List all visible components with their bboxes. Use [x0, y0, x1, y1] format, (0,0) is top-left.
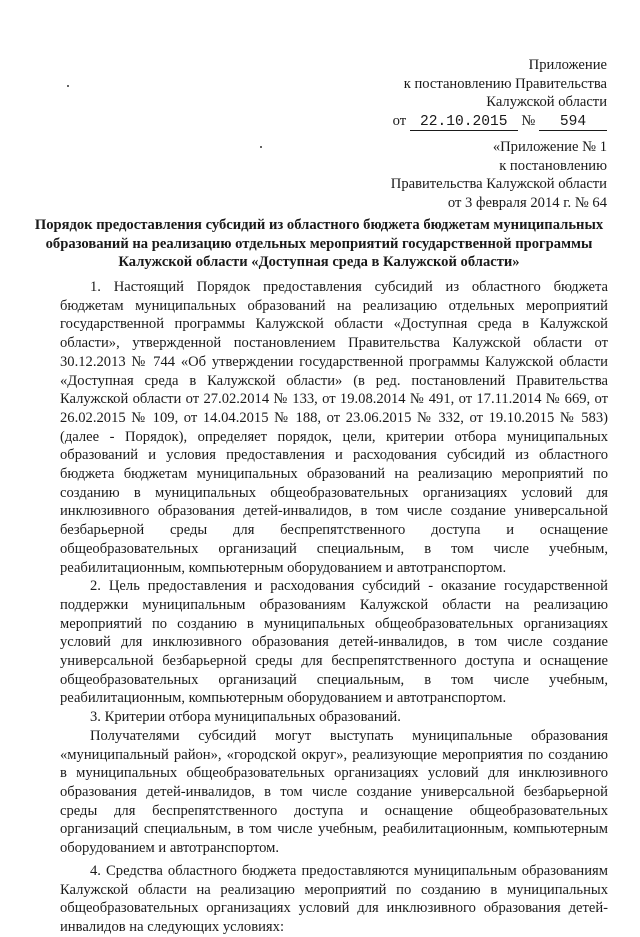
scan-speck — [260, 146, 262, 148]
decree-number: 594 — [539, 114, 607, 131]
original-annex-line-2: к постановлению — [499, 157, 607, 174]
paragraph-4: Получателями субсидий могут выступать муниципальные образования «муниципальный район», «городской округ», реализующие мероприятия по созданию в муниципальных общеобразовательных организациях условий для инклюзивного образования детей-инвалидов, в том числе создание универсальной безбарьерной среды для беспрепятственного доступа и оснащение общеобразовательных организаций специальным, в том числе учебным, реабилитационным, компьютерным оборудованием и автотранспортом. — [60, 727, 608, 857]
number-label: № — [521, 113, 536, 130]
paragraph-5: 4. Средства областного бюджета предоставляются муниципальным образованиям Калужской области на реализацию мероприятий по созданию в муниципальных общеобразовательных организациях условий для инклюзивного образования детей-инвалидов на следующих условиях: — [60, 862, 608, 935]
decree-date: 22.10.2015 — [410, 114, 518, 131]
title-line-1: Порядок предоставления субсидий из областного бюджета бюджетам муниципальных — [34, 217, 604, 233]
approval-line-3: Калужской области — [486, 94, 607, 111]
approval-header — [393, 56, 607, 131]
paragraph-1: 1. Настоящий Порядок предоставления субсидий из областного бюджета бюджетам муниципальных образований на реализацию отдельных мероприятий государственной программы Калужской области «Доступная среда в Калужской области», утвержденной постановлением Правительства Калужской области от 30.12.2013 № 744 «Об утверждении государственной программы Калужской области «Доступная среда в Калужской области» (в ред. постановлений Правительства Калужской области от 27.02.2014 № 133, от 19.08.2014 № 491, от 17.11.2014 № 669, от 26.02.2015 № 109, от 14.04.2015 № 188, от 23.06.2015 № 332, от 19.10.2015 № 583) (далее - Порядок), определяет порядок, цели, критерии отбора муниципальных образований и условия предоставления и расходования субсидий из областного бюджета бюджетам муниципальных образований на реализацию мероприятий по созданию в муниципальных общеобразовательных организациях условий для инклюзивного образования детей-инвалидов, в том числе создание универсальной безбарьерной среды для беспрепятственного доступа и оснащение общеобразовательных организаций специальным, в том числе учебным, реабилитационным, компьютерным оборудованием и автотранспортом. — [60, 279, 608, 576]
approval-line-1: Приложение — [528, 57, 607, 73]
registration-line — [393, 112, 607, 131]
original-annex-line-1: «Приложение № 1 — [492, 139, 607, 155]
document-title — [30, 216, 608, 272]
paragraph-3: 3. Критерии отбора муниципальных образований. — [90, 709, 401, 726]
original-annex-header — [391, 138, 607, 213]
title-line-2: образований на реализацию отдельных мероприятий государственной программы — [45, 235, 593, 252]
original-annex-line-4: от 3 февраля 2014 г. № 64 — [447, 195, 607, 212]
scan-speck — [67, 85, 69, 87]
document-body — [60, 278, 608, 937]
title-line-3: Калужской области «Доступная среда в Калужской области» — [118, 254, 520, 270]
original-annex-line-3: Правительства Калужской области — [390, 176, 607, 193]
approval-line-2: к постановлению Правительства — [403, 75, 607, 92]
from-label: от — [392, 113, 407, 130]
paragraph-2: 2. Цель предоставления и расходования субсидий - оказание государственной поддержки муниципальным образованиям Калужской области на реализацию мероприятий по созданию в муниципальных общеобразовательных организациях условий для инклюзивного образования детей-инвалидов, в том числе создание универсальной безбарьерной среды для беспрепятственного доступа и оснащение общеобразовательных организаций специальным, в том числе учебным, реабилитационным, компьютерным оборудованием и автотранспортом. — [60, 578, 608, 707]
